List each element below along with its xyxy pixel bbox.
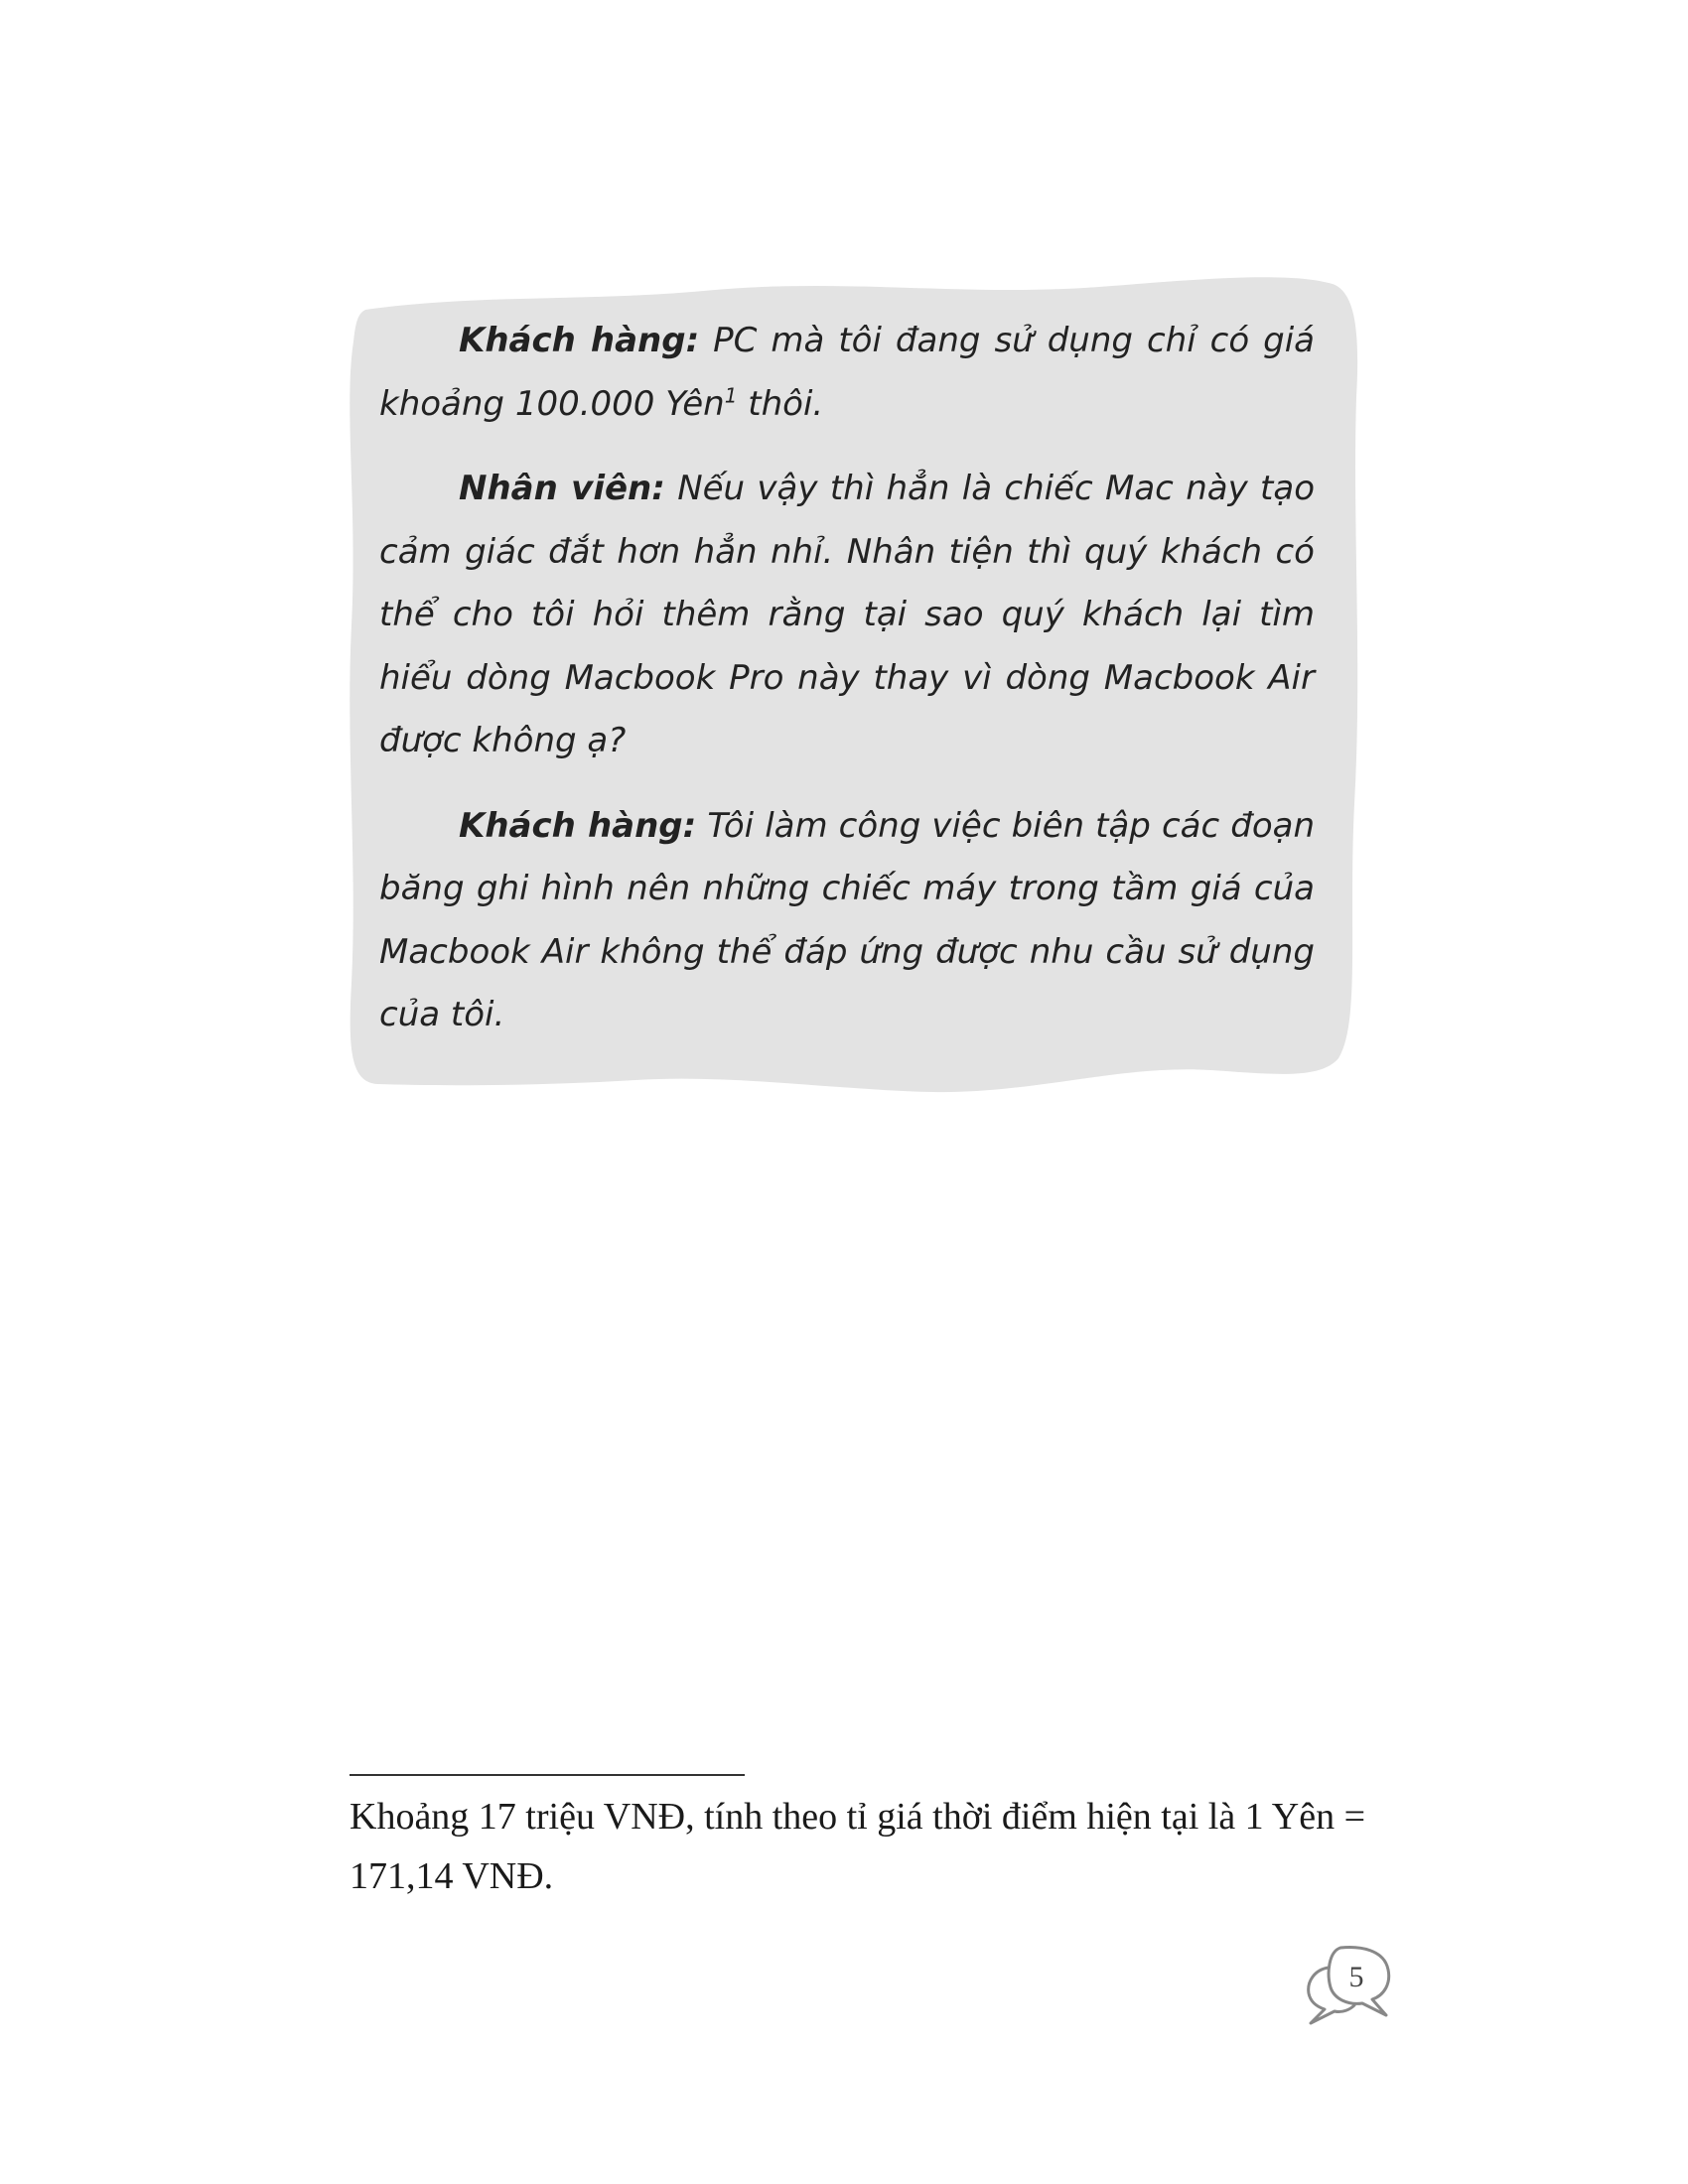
- dialog-line-customer-2: [379, 795, 1315, 1047]
- speaker-label: Khách hàng:: [459, 805, 697, 846]
- dialog-line-text-end: thôi.: [737, 383, 824, 424]
- speaker-label: Khách hàng:: [459, 321, 700, 360]
- speaker-label: Nhân viên:: [459, 469, 665, 508]
- footnote-divider: [350, 1774, 745, 1776]
- dialog-line-text: PC mà tôi đang sử dụng chỉ có giá khoảng 100.000 Yên: [379, 321, 1315, 424]
- dialog-line-text: Nếu vậy thì hẳn là chiếc Mac này tạo cảm giác đắt hơn hẳn nhỉ. Nhân tiện thì quý khách có thể cho tôi hỏi thêm rằng tại sao quý khách lại tìm hiểu dòng Macbook Pro này thay vì dòng Macbook Air được không ạ?: [379, 469, 1316, 760]
- dialog-line-staff: [379, 458, 1315, 773]
- dialog-text: [379, 310, 1315, 1047]
- dialog-line-customer-1: [379, 310, 1315, 436]
- page-number: 5: [1348, 1961, 1364, 1993]
- footnote-marker: 1: [724, 383, 738, 408]
- dialog-line-text: Tôi làm công việc biên tập các đoạn băng ghi hình nên những chiếc máy trong tầm giá của Macbook Air không thể đáp ứng được nhu cầu sử dụng của tôi.: [379, 805, 1316, 1034]
- footnote-text: Khoảng 17 triệu VNĐ, tính theo tỉ giá thời điểm hiện tại là 1 Yên = 171,14 VNĐ.: [350, 1796, 1366, 1897]
